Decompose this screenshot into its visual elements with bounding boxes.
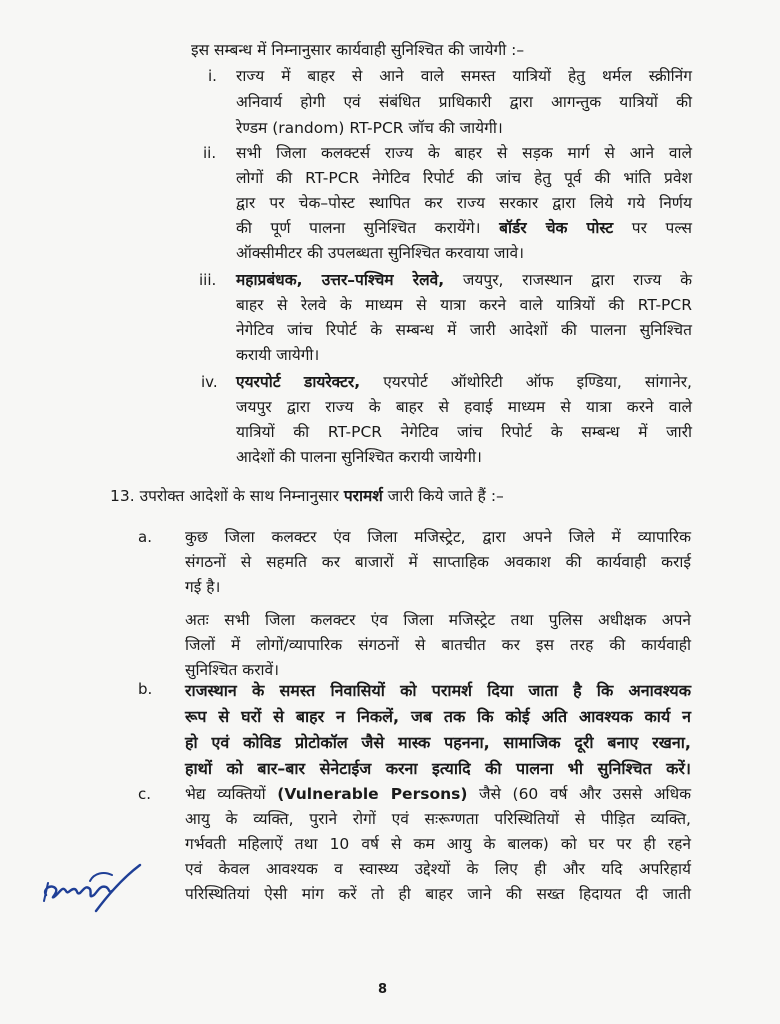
advisory-c-marker: c. xyxy=(138,785,152,803)
item-ii-line-5: ऑक्सीमीटर की उपलब्धता सुनिश्चित करवाया जावे। xyxy=(236,244,525,262)
advisory-b-marker: b. xyxy=(138,680,153,698)
section-13-heading xyxy=(110,486,504,506)
item-iii-line-3: नेगेटिव जांच रिपोर्ट के सम्बन्ध में जारी आदेशों की पालना सुनिश्चित xyxy=(236,321,692,339)
advisory-c-line-4: एवं केवल आवश्यक व स्वास्थ्य उद्देश्यों के लिए ही और यदि अपरिहार्य xyxy=(185,860,691,878)
border-check-post-bold: बॉर्डर चेक पोस्ट xyxy=(499,219,614,237)
advisory-b-line-1: राजस्थान के समस्त निवासियों को परामर्श दिया जाता है कि अनावश्यक xyxy=(185,681,691,700)
item-iii-line-2: बाहर से रेलवे के माध्यम से यात्रा करने वाले यात्रियों की RT-PCR xyxy=(236,296,692,314)
item-iv-line-2: जयपुर द्वारा राज्य के बाहर से हवाई माध्यम से यात्रा करने वाले xyxy=(236,398,692,416)
item-iv-text xyxy=(236,372,692,467)
intro-text: इस सम्बन्ध में निम्नानुसार कार्यवाही सुनिश्चित की जायेगी :– xyxy=(191,41,525,59)
vulnerable-persons-bold: (Vulnerable Persons) xyxy=(277,785,468,803)
item-ii-line-4 xyxy=(236,218,692,238)
item-ii-text xyxy=(236,143,692,263)
advisory-c-line-1-a: भेद्य व्यक्तियों xyxy=(185,785,266,803)
item-iv-line-1-rest: एयरपोर्ट ऑथोरिटी ऑफ इण्डिया, सांगानेर, xyxy=(383,373,692,391)
item-i-line-3: रेण्डम (random) RT-PCR जॉच की जायेगी। xyxy=(236,119,503,137)
advisory-a-line-4: अतः सभी जिला कलक्टर एंव जिला मजिस्ट्रेट तथा पुलिस अधीक्षक अपने xyxy=(185,611,691,629)
advisory-a-line-5: जिलों में लोगों/व्यापारिक संगठनों से बातचीत कर इस तरह की कार्यवाही xyxy=(185,636,691,654)
advisory-a-line-3: गई है। xyxy=(185,578,221,596)
advisory-c-line-2: आयु के व्यक्ति, पुराने रोगों एवं सःरूग्णता परिस्थितियों से पीड़ित व्यक्ति, xyxy=(185,810,691,828)
item-i-text xyxy=(236,66,692,138)
airport-director-bold: एयरपोर्ट डायरेक्टर, xyxy=(236,373,361,391)
section-13-number: 13. xyxy=(110,487,135,505)
item-iii-line-1-rest: जयपुर, राजस्थान द्वारा राज्य के xyxy=(462,271,692,289)
item-iv-line-4: आदेशों की पालना सुनिश्चित करायी जायेगी। xyxy=(236,448,482,466)
item-iii-line-1 xyxy=(236,270,692,290)
advisory-c-text xyxy=(185,784,691,904)
item-iii-text xyxy=(236,270,692,365)
section-13-text-b: जारी किये जाते हैं :– xyxy=(387,487,504,505)
advisory-c-line-5: परिस्थितियां ऐसी मांग करें तो ही बाहर जाने की सख्त हिदायत दी जाती xyxy=(185,885,691,903)
advisory-c-line-3: गर्भवती महिलाऐं तथा 10 वर्ष से कम आयु के बालक) को घर पर ही रहने xyxy=(185,835,691,853)
advisory-b-line-3: हो एवं कोविड प्रोटोकॉल जैसे मास्क पहनना, सामाजिक दूरी बनाए रखना, xyxy=(185,733,691,752)
item-iv-line-1 xyxy=(236,372,692,392)
handwritten-signature xyxy=(38,855,148,915)
item-ii-line-4-b: पर पल्स xyxy=(631,219,693,237)
advisory-b-text xyxy=(185,679,691,781)
advisory-b-line-4: हाथों को बार–बार सेनेटाईज करना इत्यादि की पालना भी सुनिश्चित करें। xyxy=(185,759,691,778)
item-ii-line-2: लोगों की RT-PCR नेगेटिव रिपोर्ट की जांच हेतु पूर्व की भांति प्रवेश xyxy=(236,169,692,187)
item-iii-line-4: करायी जायेगी। xyxy=(236,346,320,364)
item-iii-marker: iii. xyxy=(199,271,217,289)
advisory-c-line-1 xyxy=(185,784,691,804)
railway-gm-bold: महाप्रबंधक, उत्तर–पश्चिम रेलवे, xyxy=(236,271,445,289)
advisory-a-text xyxy=(185,527,691,680)
item-ii-line-1: सभी जिला कलक्टर्स राज्य के बाहर से सड़क मार्ग से आने वाले xyxy=(236,144,692,162)
advisory-a-line-6: सुनिश्चित करावें। xyxy=(185,661,280,679)
item-i-line-2: अनिवार्य होगी एवं संबंधित प्राधिकारी द्वारा आगन्तुक यात्रियों की xyxy=(236,93,692,111)
item-iv-line-3: यात्रियों की RT-PCR नेगेटिव जांच रिपोर्ट के सम्बन्ध में जारी xyxy=(236,423,692,441)
advisory-a-marker: a. xyxy=(138,528,152,546)
item-iv-marker: iv. xyxy=(201,373,218,391)
advisory-a-line-2: संगठनों से सहमति कर बाजारों में साप्ताहिक अवकाश की कार्यवाही कराई xyxy=(185,553,691,571)
advisory-a-line-1: कुछ जिला कलक्टर एंव जिला मजिस्ट्रेट, द्वारा अपने जिले में व्यापारिक xyxy=(185,528,691,546)
item-ii-line-4-a: की पूर्ण पालना सुनिश्चित करायेंगे। xyxy=(236,219,481,237)
page-number: 8 xyxy=(378,982,388,997)
item-i-line-1: राज्य में बाहर से आने वाले समस्त यात्रियों हेतु थर्मल स्क्रीनिंग xyxy=(236,67,692,85)
item-ii-line-3: द्वार पर चेक–पोस्ट स्थापित कर राज्य सरकार द्वारा लिये गये निर्णय xyxy=(236,194,692,212)
item-ii-marker: ii. xyxy=(203,144,217,162)
advisory-b-line-2: रूप से घरों से बाहर न निकलें, जब तक कि कोई अति आवश्यक कार्य न xyxy=(185,707,691,726)
advisory-c-line-1-b: जैसे (60 वर्ष और उससे अधिक xyxy=(479,785,692,803)
item-i-marker: i. xyxy=(208,67,217,85)
paramarsh-bold: परामर्श xyxy=(343,487,383,505)
section-13-text-a: उपरोक्त आदेशों के साथ निम्नानुसार xyxy=(139,487,339,505)
